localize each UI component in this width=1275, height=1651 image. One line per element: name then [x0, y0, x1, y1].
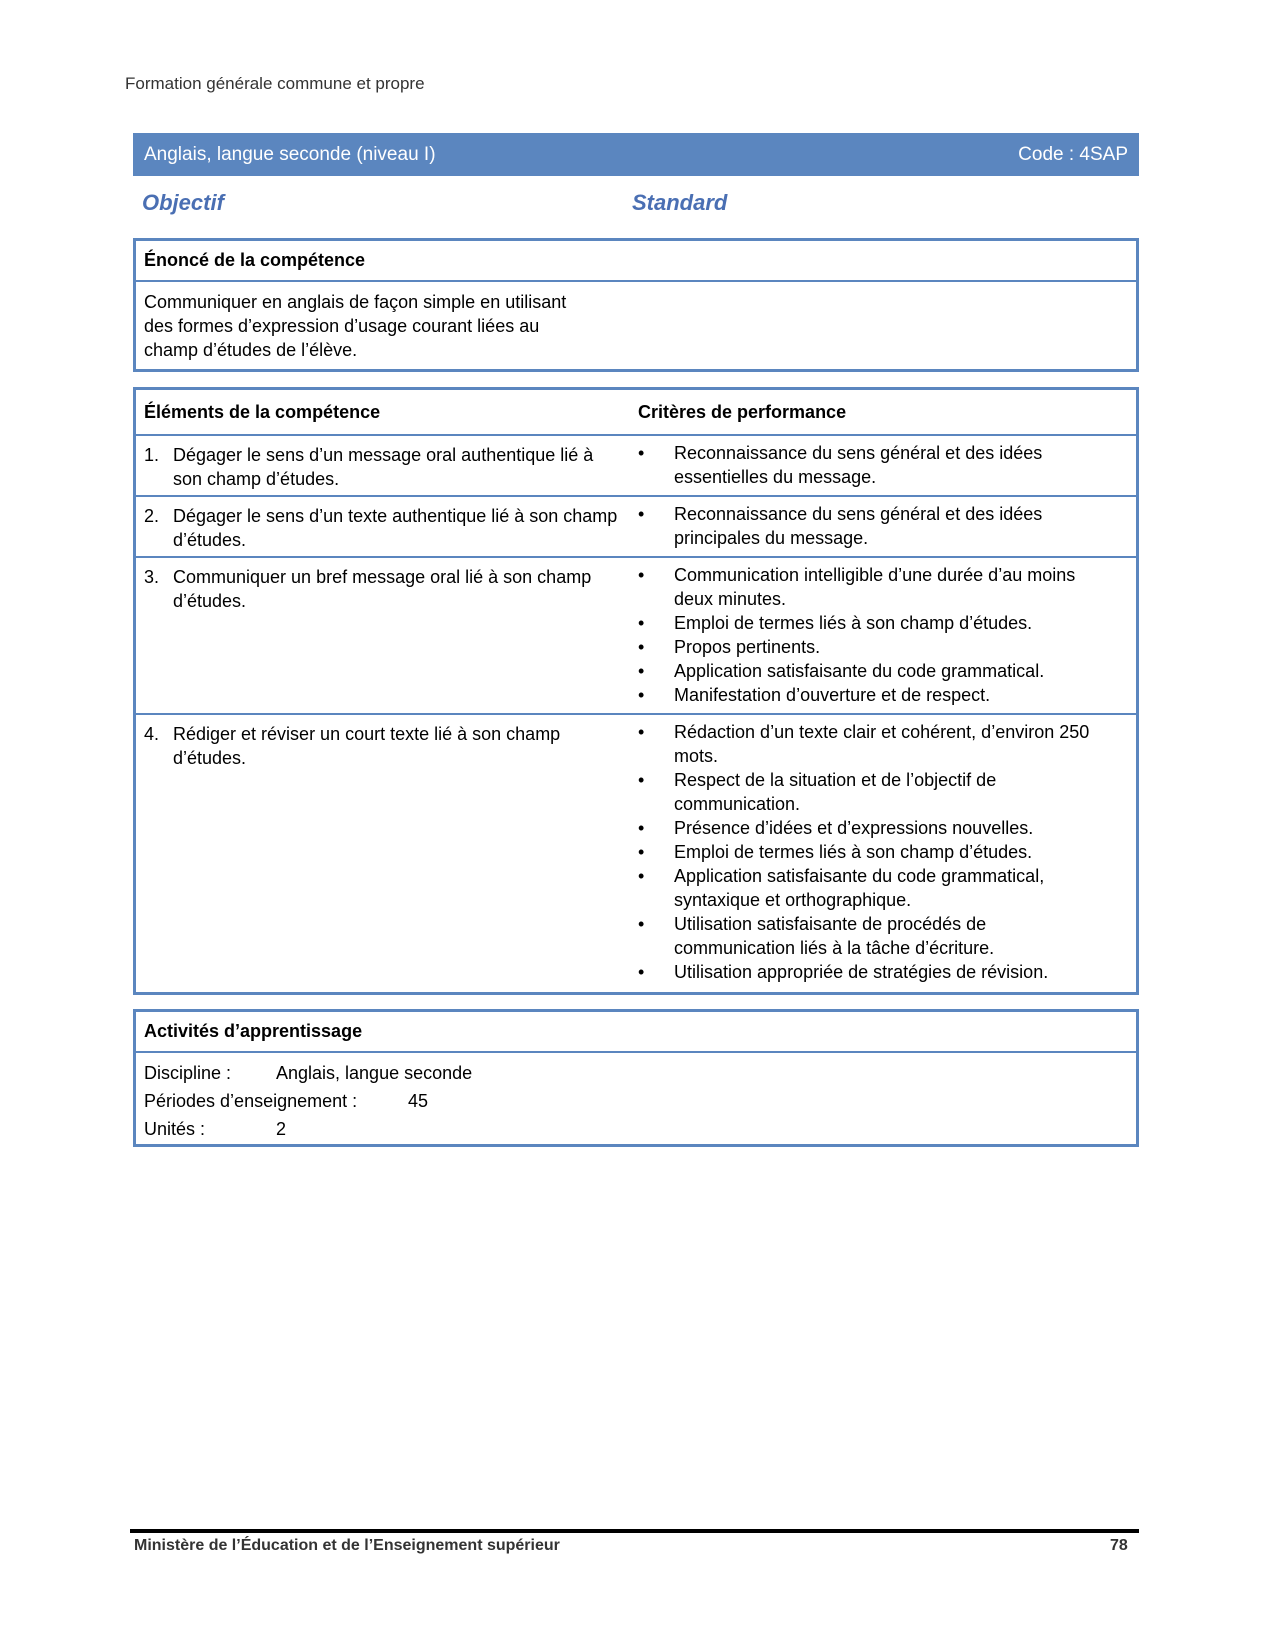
discipline-label: Discipline :	[144, 1063, 232, 1083]
footer-ministry: Ministère de l’Éducation et de l’Enseignement supérieur	[134, 1537, 560, 1554]
bullet-icon: •	[638, 661, 645, 681]
criteria-item: • Emploi de termes liés à son champ d’études.	[638, 842, 1033, 862]
criteria-item: • Utilisation appropriée de stratégies de révision.	[638, 962, 1049, 982]
periods-label: Périodes d’enseignement :	[144, 1091, 358, 1111]
element-number: 2.	[144, 506, 160, 526]
competency-table	[133, 387, 1139, 995]
units-value: 2	[276, 1119, 287, 1139]
learning-activities-details	[136, 1053, 1136, 1143]
periods-value: 45	[408, 1091, 429, 1111]
learning-activities-title: Activités d’apprentissage	[136, 1012, 1136, 1053]
bullet-icon: •	[638, 866, 645, 886]
element-text: Dégager le sens d’un texte authentique lié à son champ d’études.	[173, 506, 618, 550]
competency-statement-title: Énoncé de la compétence	[136, 241, 1136, 282]
bullet-icon: •	[638, 914, 645, 934]
element-cell	[136, 715, 636, 989]
criteria-item: • Manifestation d’ouverture et de respect.	[638, 685, 991, 705]
element-cell	[136, 558, 636, 713]
bullet-icon: •	[638, 637, 645, 657]
criteria-item: • Présence d’idées et d’expressions nouvelles.	[638, 818, 1034, 838]
bullet-icon: •	[638, 818, 645, 838]
discipline-value: Anglais, langue seconde	[276, 1063, 473, 1083]
criteria-item: • Respect de la situation et de l’objectif de communication.	[638, 770, 997, 814]
element-text: Communiquer un bref message oral lié à son champ d’études.	[173, 567, 592, 611]
bullet-icon: •	[638, 842, 645, 862]
element-cell	[136, 436, 636, 495]
elements-header: Éléments de la compétence	[144, 401, 381, 422]
criteria-header: Critères de performance	[638, 401, 847, 422]
element-number: 4.	[144, 724, 160, 744]
course-title: Anglais, langue seconde (niveau I)	[144, 143, 436, 165]
units-row	[144, 1115, 1128, 1143]
page-number: 78	[1110, 1537, 1128, 1554]
course-code: Code : 4SAP	[1018, 143, 1128, 165]
criteria-item: • Utilisation satisfaisante de procédés de communication liés à la tâche d’écriture.	[638, 914, 995, 958]
criteria-list	[636, 558, 1106, 713]
footer-rule	[130, 1529, 1139, 1533]
bullet-icon: •	[638, 443, 645, 463]
element-number: 3.	[144, 567, 160, 587]
element-text: Dégager le sens d’un message oral authentique lié à son champ d’études.	[173, 445, 594, 489]
table-row	[136, 558, 1136, 715]
course-title-band	[133, 133, 1139, 176]
units-label: Unités :	[144, 1119, 206, 1139]
bullet-icon: •	[638, 770, 645, 790]
criteria-item: • Communication intelligible d’une durée d’au moins deux minutes.	[638, 565, 1076, 609]
bullet-icon: •	[638, 685, 645, 705]
periods-row	[144, 1087, 1128, 1115]
bullet-icon: •	[638, 962, 645, 982]
table-row	[136, 436, 1136, 497]
bullet-icon: •	[638, 722, 645, 742]
competency-table-header	[136, 390, 1136, 436]
criteria-item: • Application satisfaisante du code grammatical, syntaxique et orthographique.	[638, 866, 1045, 910]
bullet-icon: •	[638, 565, 645, 585]
standard-heading: Standard	[632, 190, 728, 215]
element-cell	[136, 497, 636, 556]
criteria-item: • Emploi de termes liés à son champ d’études.	[638, 613, 1033, 633]
criteria-item: • Reconnaissance du sens général et des idées essentielles du message.	[638, 443, 1043, 487]
bullet-icon: •	[638, 613, 645, 633]
element-number: 1.	[144, 445, 160, 465]
objective-heading: Objectif	[142, 190, 224, 215]
element-text: Rédiger et réviser un court texte lié à son champ d’études.	[173, 724, 561, 768]
table-row	[136, 497, 1136, 558]
running-header: Formation générale commune et propre	[125, 74, 425, 93]
criteria-item: • Reconnaissance du sens général et des idées principales du message.	[638, 504, 1043, 548]
criteria-list	[636, 497, 1106, 556]
bullet-icon: •	[638, 504, 645, 524]
competency-statement-text: Communiquer en anglais de façon simple en utilisant des formes d’expression d’usage courant liées au champ d’études de l’élève.	[144, 292, 567, 360]
criteria-item: • Propos pertinents.	[638, 637, 821, 657]
criteria-list	[636, 436, 1106, 495]
table-row	[136, 715, 1136, 989]
criteria-item: • Application satisfaisante du code grammatical.	[638, 661, 1045, 681]
discipline-row	[144, 1059, 1128, 1087]
learning-activities-box	[133, 1009, 1139, 1147]
criteria-list	[636, 715, 1106, 989]
criteria-item: • Rédaction d’un texte clair et cohérent, d’environ 250 mots.	[638, 722, 1090, 766]
competency-statement-box	[133, 238, 1139, 372]
